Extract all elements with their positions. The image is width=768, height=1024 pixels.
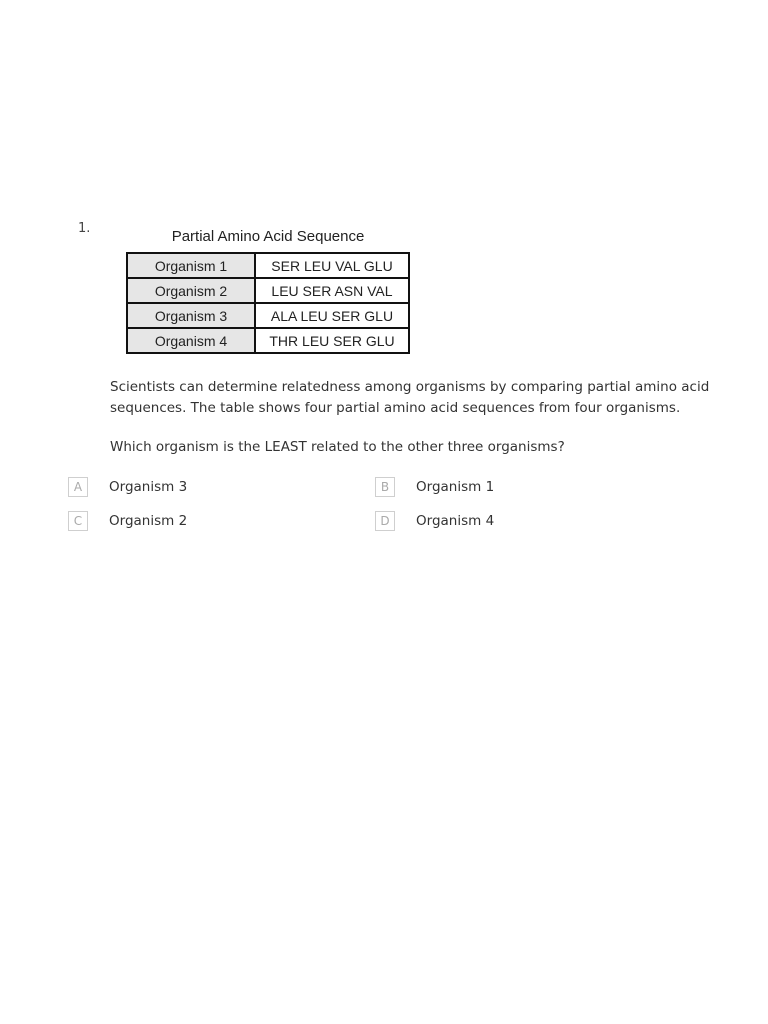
- table-title: Partial Amino Acid Sequence: [171, 228, 365, 245]
- organism-cell: Organism 1: [127, 253, 255, 278]
- organism-cell: Organism 2: [127, 278, 255, 303]
- choice-text[interactable]: Organism 3: [109, 479, 188, 495]
- table-row: [127, 303, 409, 328]
- answer-choice-b[interactable]: [375, 477, 494, 497]
- organism-cell: Organism 3: [127, 303, 255, 328]
- sequence-cell: ALA LEU SER GLU: [255, 303, 409, 328]
- sequence-cell: SER LEU VAL GLU: [255, 253, 409, 278]
- organism-cell: Organism 4: [127, 328, 255, 353]
- question-prompt: Which organism is the LEAST related to the other three organisms?: [110, 439, 565, 455]
- table-row: [127, 253, 409, 278]
- choice-text[interactable]: Organism 4: [416, 513, 495, 529]
- answer-choice-c[interactable]: [68, 511, 187, 531]
- question-number: 1.: [78, 221, 91, 236]
- answer-choice-a[interactable]: [68, 477, 187, 497]
- passage-text: [110, 377, 710, 419]
- choice-letter-box[interactable]: A: [68, 477, 88, 497]
- amino-acid-table: [126, 252, 410, 354]
- answer-choice-d[interactable]: [375, 511, 494, 531]
- choice-text[interactable]: Organism 2: [109, 513, 188, 529]
- choice-letter-box[interactable]: C: [68, 511, 88, 531]
- choice-text[interactable]: Organism 1: [416, 479, 495, 495]
- sequence-cell: THR LEU SER GLU: [255, 328, 409, 353]
- table-row: [127, 328, 409, 353]
- passage-line: Scientists can determine relatedness among organisms by comparing partial amino acid: [110, 379, 710, 395]
- table-row: [127, 278, 409, 303]
- sequence-cell: LEU SER ASN VAL: [255, 278, 409, 303]
- choice-letter-box[interactable]: D: [375, 511, 395, 531]
- choice-letter-box[interactable]: B: [375, 477, 395, 497]
- passage-line: sequences. The table shows four partial amino acid sequences from four organisms.: [110, 400, 681, 416]
